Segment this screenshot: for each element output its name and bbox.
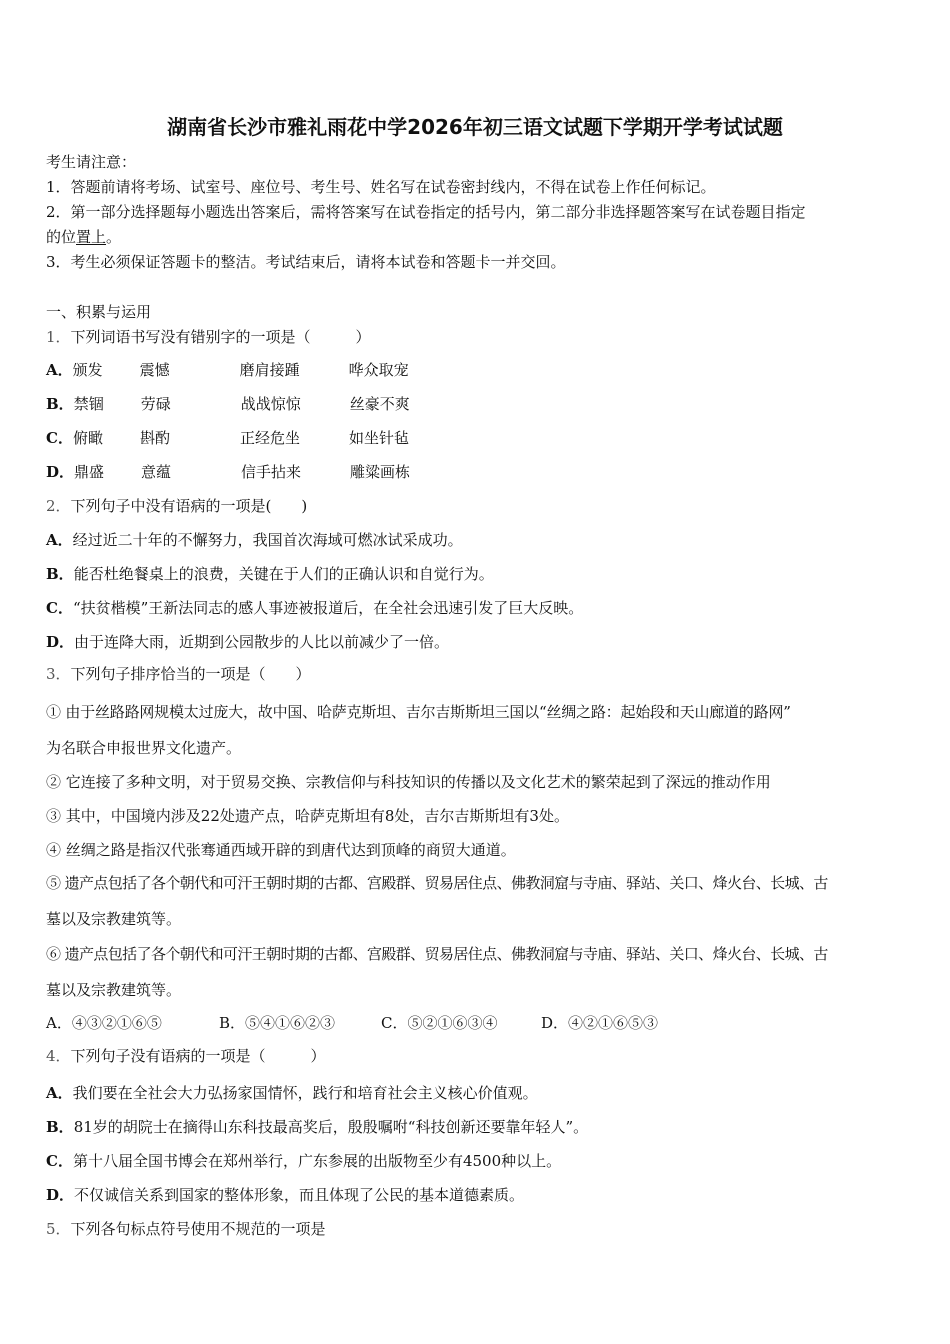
q1-option-d — [46, 462, 410, 482]
option-text: 能否杜绝餐桌上的浪费，关键在于人们的正确认识和自觉行为。 — [73, 565, 494, 583]
question-5 — [46, 1219, 326, 1239]
q3-option-d: D．④②①⑥⑤③ — [541, 1014, 659, 1032]
option-word: 磨肩接踵 — [239, 361, 300, 379]
option-label: B． — [46, 565, 74, 583]
page-title: 湖南省长沙市雅礼雨花中学2026年初三语文试题下学期开学考试试题 — [167, 115, 783, 139]
notice-item-3: 3．考生必须保证答题卡的整洁。考试结束后，请将本试卷和答题卡一并交回。 — [46, 253, 566, 271]
q1-option-c — [46, 428, 409, 448]
option-label: C． — [46, 599, 73, 617]
question-number: 3． — [46, 665, 71, 683]
option-word: 斟酌 — [139, 429, 170, 447]
option-word: 颁发 — [72, 361, 103, 379]
q1-option-a — [46, 360, 409, 380]
option-word: 鼎盛 — [74, 463, 105, 481]
q3-sentence-1-cont: 为名联合申报世界文化遗产。 — [46, 739, 242, 757]
option-text: 由于连降大雨，近期到公园散步的人比以前减少了一倍。 — [74, 633, 450, 651]
q2-option-d — [46, 632, 449, 652]
option-label: C． — [46, 429, 73, 447]
q3-sentence-6-cont: 墓以及宗教建筑等。 — [46, 981, 182, 999]
option-text: 第十八届全国书博会在郑州举行，广东参展的出版物至少有4500种以上。 — [72, 1152, 562, 1170]
question-4 — [46, 1046, 326, 1066]
option-text: 经过近二十年的不懈努力，我国首次海域可燃冰试采成功。 — [72, 531, 463, 549]
option-word: 禁锢 — [73, 395, 104, 413]
q3-options — [46, 1013, 658, 1033]
q2-option-b — [46, 564, 494, 584]
q2-option-a — [46, 530, 463, 550]
option-text: 81岁的胡院士在摘得山东科技最高奖后，殷殷嘱咐“科技创新还要靠年轻人”。 — [73, 1118, 589, 1136]
option-label: C． — [46, 1152, 73, 1170]
option-label: A． — [46, 361, 73, 379]
option-word: 劳碌 — [140, 395, 171, 413]
question-number: 1． — [46, 328, 71, 346]
q3-option-a: A．④③②①⑥⑤ — [46, 1014, 162, 1032]
option-label: A． — [46, 531, 73, 549]
option-word: 丝豪不爽 — [349, 395, 410, 413]
option-label: A． — [46, 1084, 73, 1102]
option-word: 意蕴 — [141, 463, 172, 481]
q3-sentence-5: ⑤ 遗产点包括了各个朝代和可汗王朝时期的古都、宫殿群、贸易居住点、佛教洞窟与寺庙、驿站、关口、烽火台、长城、古 — [46, 874, 828, 892]
option-word: 正经危坐 — [239, 429, 300, 447]
notice-item-2-cont — [46, 227, 121, 247]
q3-option-c: C．⑤②①⑥③④ — [381, 1014, 498, 1032]
option-text: 不仅诚信关系到国家的整体形象，而且体现了公民的基本道德素质。 — [74, 1186, 525, 1204]
question-stem: 下列句子排序恰当的一项是（ ） — [70, 665, 311, 683]
question-number: 4． — [46, 1047, 71, 1065]
option-word: 信手拈来 — [241, 463, 302, 481]
q3-sentence-2: ② 它连接了多种文明，对于贸易交换、宗教信仰与科技知识的传播以及文化艺术的繁荣起到了深远的推动作用 — [46, 773, 771, 791]
option-word: 雕粱画栋 — [350, 463, 411, 481]
option-word: 俯瞰 — [72, 429, 103, 447]
question-stem: 下列句子中没有语病的一项是( ) — [70, 497, 308, 515]
q3-sentence-5-cont: 墓以及宗教建筑等。 — [46, 910, 182, 928]
option-text: 我们要在全社会大力弘扬家国情怀，践行和培育社会主义核心价值观。 — [72, 1084, 538, 1102]
q4-option-b — [46, 1117, 588, 1137]
option-label: B． — [46, 1118, 74, 1136]
option-word: 战战惊惊 — [240, 395, 301, 413]
q3-option-b: B．⑤④①⑥②③ — [219, 1014, 336, 1032]
q3-sentence-3: ③ 其中，中国境内涉及22处遗产点，哈萨克斯坦有8处，吉尔吉斯斯坦有3处。 — [46, 807, 569, 825]
question-number: 2． — [46, 497, 71, 515]
option-word: 震憾 — [139, 361, 170, 379]
question-number: 5． — [46, 1220, 71, 1238]
q2-option-c — [46, 598, 583, 618]
option-word: 如坐针毡 — [348, 429, 409, 447]
notice-item-1: 1．答题前请将考场、试室号、座位号、考生号、姓名写在试卷密封线内，不得在试卷上作任何标记。 — [46, 178, 716, 196]
q3-sentence-1: ① 由于丝路路网规模太过庞大，故中国、哈萨克斯坦、吉尔吉斯斯坦三国以“丝绸之路：起始段和天山廊道的路网” — [46, 703, 791, 721]
option-label: B． — [46, 395, 74, 413]
question-stem: 下列词语书写没有错别字的一项是（ ） — [70, 328, 371, 346]
q4-option-a — [46, 1083, 538, 1103]
section-heading: 一、积累与运用 — [46, 303, 152, 321]
question-1 — [46, 327, 371, 347]
question-3 — [46, 664, 311, 684]
notice-item-2-text: 的位 — [46, 228, 77, 246]
option-label: D． — [46, 1186, 75, 1204]
notice-item-2: 2．第一部分选择题每小题选出答案后，需将答案写在试卷指定的括号内，第二部分非选择题答案写在试卷题目指定 — [46, 203, 806, 221]
q1-option-b — [46, 394, 410, 414]
q3-sentence-6: ⑥ 遗产点包括了各个朝代和可汗王朝时期的古都、宫殿群、贸易居住点、佛教洞窟与寺庙、驿站、关口、烽火台、长城、古 — [46, 945, 828, 963]
question-stem: 下列句子没有语病的一项是（ ） — [70, 1047, 326, 1065]
notice-item-2-end: 。 — [106, 228, 122, 246]
notice-item-2-underlined: 置上 — [76, 228, 107, 246]
option-label: D． — [46, 633, 75, 651]
q4-option-c — [46, 1151, 561, 1171]
option-word: 哗众取宠 — [348, 361, 409, 379]
q3-sentence-4: ④ 丝绸之路是指汉代张骞通西域开辟的到唐代达到顶峰的商贸大通道。 — [46, 841, 516, 859]
question-2 — [46, 496, 307, 516]
option-text: “扶贫楷模”王新法同志的感人事迹被报道后，在全社会迅速引发了巨大反映。 — [72, 599, 584, 617]
option-label: D． — [46, 463, 75, 481]
notice-heading: 考生请注意： — [46, 153, 137, 171]
q4-option-d — [46, 1185, 524, 1205]
question-stem: 下列各句标点符号使用不规范的一项是 — [70, 1220, 326, 1238]
